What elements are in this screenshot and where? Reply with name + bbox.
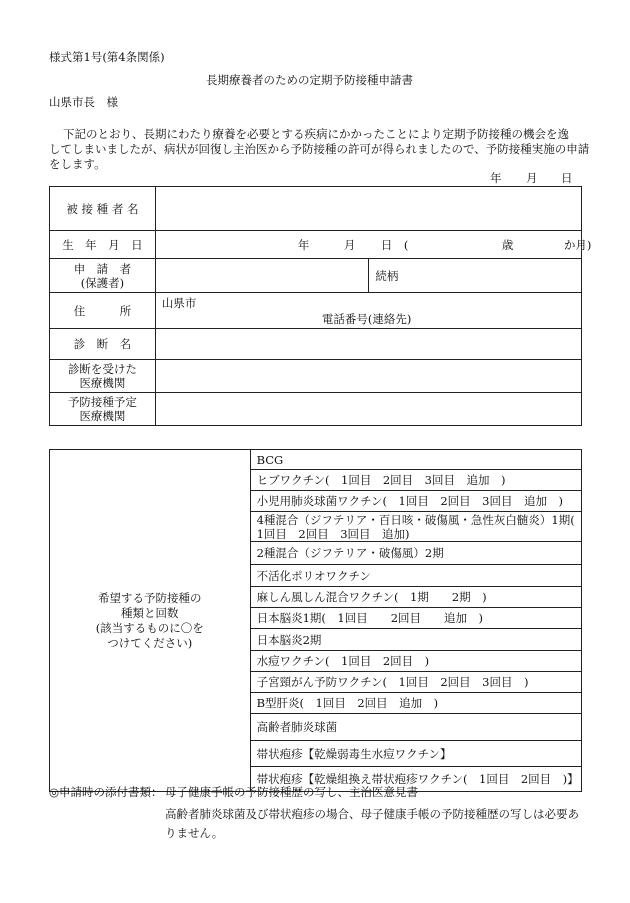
vaccine-option-bcg[interactable]: BCG [250,450,581,470]
addressee: 山県市長 様 [49,95,118,109]
vacc-inst-line1: 予防接種予定 [67,395,137,409]
applicant-label-line1: 申 請 者 [73,261,132,276]
vacc-inst-line2: 医療機関 [79,409,126,423]
address-label: 住 所 [50,293,156,329]
diagnosis-institution-field[interactable] [155,360,581,393]
relationship-label: 続柄 [375,269,399,283]
diagnosis-field[interactable] [155,329,581,360]
address-field[interactable] [155,293,581,329]
vaccine-option-mr[interactable]: 麻しん風しん混合ワクチン( 1期 2期 ) [250,587,581,608]
diagnosis-institution-label [50,360,156,393]
vaccine-label-line2: 種類と回数 [121,605,179,620]
vaccine-option-2-combined[interactable]: 2種混合（ジフテリア・破傷風）2期 [250,542,581,565]
row-birthdate [50,231,582,259]
date-day: 日 [561,171,573,185]
attachment-label: ◎申請時の添付書類： [49,785,163,799]
applicant-label [50,259,156,293]
vaccine-selection-label [50,450,251,792]
row-vaccination-institution [50,393,582,426]
four-combined-line1: 4種混合（ジフテリア・百日咳・破傷風・急性灰白髄炎）1期( [256,512,575,527]
vaccine-option-zoster-recombinant[interactable]: 帯状疱疹【乾燥組換え帯状疱疹ワクチン( 1回目 2回目 )】 [250,767,581,792]
vaccination-institution-field[interactable] [155,393,581,426]
vaccine-label-line1: 希望する予防接種の [98,590,202,605]
birthdate-label: 生 年 月 日 [50,231,156,259]
row-applicant [50,259,582,293]
intro-line-2: してしまいましたが、病状が回復し主治医から予防接種の許可が得られましたので、予防接種実施の申請 [49,142,590,156]
intro-line-1: 下記のとおり、長期にわたり療養を必要とする疾病にかかったことにより定期予防接種の機会を逸 [63,127,569,141]
diagnosis-label: 診 断 名 [50,329,156,360]
birth-day-unit: 日 ( [380,238,409,252]
row-diagnosis-institution [50,360,582,393]
address-city: 山県市 [161,296,197,310]
birthdate-field[interactable] [155,231,592,259]
application-form-table [49,186,592,426]
recipient-name-label: 被 接 種 者 名 [50,187,156,231]
note-line-2: りません。 [165,826,224,840]
vaccine-option-pneumococcal-elderly[interactable]: 高齢者肺炎球菌 [250,714,581,741]
diag-inst-line1: 診断を受けた [67,362,137,376]
vaccine-option-hpv[interactable]: 子宮頸がん予防ワクチン( 1回目 2回目 3回目 ) [250,672,581,693]
recipient-name-field[interactable] [155,187,581,231]
vaccine-label-line4: つけてください) [107,635,193,650]
applicant-label-line2: (保護者) [80,275,125,290]
row-recipient-name [50,187,582,231]
form-number: 様式第1号(第4条関係) [49,50,165,64]
row-address [50,293,582,329]
date-month: 月 [526,171,538,185]
birth-age-unit: 歳 [501,238,514,252]
vaccine-option-pneumococcal-child[interactable]: 小児用肺炎球菌ワクチン( 1回目 2回目 3回目 追加 ) [250,491,581,512]
vaccine-option-je-2[interactable]: 日本脳炎2期 [250,629,581,651]
page-title: 長期療養者のための定期予防接種申請書 [206,73,413,87]
intro-line-3: をします。 [49,157,106,171]
birth-months-unit: か月) [563,238,592,252]
relationship-field[interactable] [369,259,582,293]
vaccination-institution-label [50,393,156,426]
vaccine-option-hepb[interactable]: B型肝炎( 1回目 2回目 追加 ) [250,693,581,714]
phone-label: 電話番号(連絡先) [321,312,412,326]
diag-inst-line2: 医療機関 [79,376,126,390]
vaccine-option-zoster-live[interactable]: 帯状疱疹【乾燥弱毒生水痘ワクチン】 [250,741,581,767]
vaccine-label-line3: (該当するものに〇を [95,620,204,635]
birth-month-unit: 月 [343,238,356,252]
applicant-name-field[interactable] [155,259,369,293]
birth-year-unit: 年 [297,238,310,252]
vaccine-option-4-combined[interactable] [250,512,581,542]
row-diagnosis [50,329,582,360]
vaccine-option-varicella[interactable]: 水痘ワクチン( 1回目 2回目 ) [250,651,581,672]
vaccine-option-hib[interactable]: ヒブワクチン( 1回目 2回目 3回目 追加 ) [250,470,581,491]
date-year: 年 [490,171,502,185]
four-combined-line2: 1回目 2回目 3回目 追加) [256,526,410,541]
vaccine-option-je-1[interactable]: 日本脳炎1期( 1回目 2回目 追加 ) [250,608,581,629]
vaccine-selection-table [49,449,582,792]
attachment-text: 母子健康手帳の予防接種歴の写し、主治医意見書 [165,785,418,799]
vaccine-option-polio[interactable]: 不活化ポリオワクチン [250,565,581,587]
note-line-1: 高齢者肺炎球菌及び帯状疱疹の場合、母子健康手帳の予防接種歴の写しは必要あ [165,807,579,821]
